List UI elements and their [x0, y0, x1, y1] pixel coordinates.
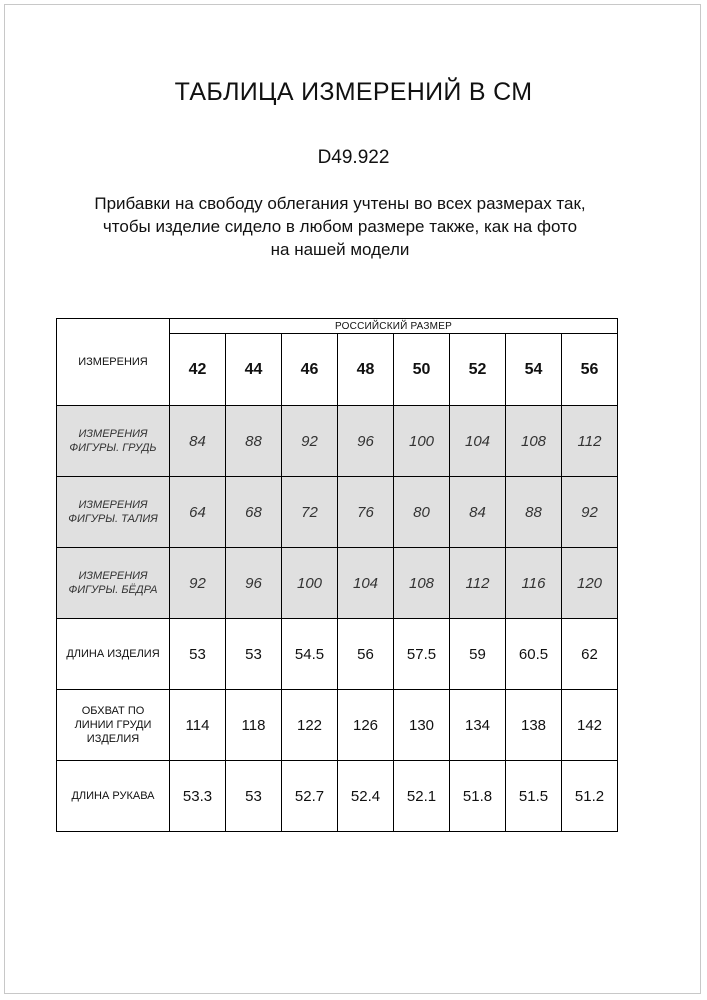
- measurement-cell: 134: [450, 690, 506, 761]
- measurement-cell: 54.5: [282, 619, 338, 690]
- measurement-cell: 80: [394, 477, 450, 548]
- row-label: [57, 690, 170, 761]
- row-label-line: ИЗМЕРЕНИЯ: [78, 499, 148, 511]
- measurement-cell: 51.8: [450, 761, 506, 832]
- row-label-line: ИЗДЕЛИЯ: [86, 733, 140, 745]
- measurement-cell: 112: [450, 548, 506, 619]
- measurement-cell: 96: [338, 406, 394, 477]
- row-label-line: ФИГУРЫ. БЁДРА: [68, 584, 158, 596]
- fit-note: [40, 192, 640, 261]
- table-row: [57, 690, 618, 761]
- size-header: 54: [506, 334, 562, 406]
- measurement-cell: 84: [170, 406, 226, 477]
- measurement-cell: 112: [562, 406, 618, 477]
- measurement-cell: 59: [450, 619, 506, 690]
- size-header: 42: [170, 334, 226, 406]
- measurement-cell: 108: [394, 548, 450, 619]
- fit-note-line: чтобы изделие сидело в любом размере также, как на фото: [102, 217, 578, 236]
- measurement-cell: 60.5: [506, 619, 562, 690]
- table-row: [57, 761, 618, 832]
- size-header: 48: [338, 334, 394, 406]
- measurement-cell: 72: [282, 477, 338, 548]
- measurement-cell: 53: [226, 619, 282, 690]
- measurement-cell: 92: [170, 548, 226, 619]
- measurement-cell: 100: [394, 406, 450, 477]
- measurement-cell: 88: [226, 406, 282, 477]
- measurement-cell: 104: [450, 406, 506, 477]
- measurement-cell: 138: [506, 690, 562, 761]
- measurement-cell: 53.3: [170, 761, 226, 832]
- measurement-cell: 122: [282, 690, 338, 761]
- page-title: ТАБЛИЦА ИЗМЕРЕНИЙ В СМ: [174, 78, 533, 106]
- measurement-cell: 52.1: [394, 761, 450, 832]
- measurement-cell: 116: [506, 548, 562, 619]
- measurement-cell: 96: [226, 548, 282, 619]
- measurement-cell: 142: [562, 690, 618, 761]
- row-label: [57, 761, 170, 832]
- measurement-cell: 76: [338, 477, 394, 548]
- measurement-cell: 92: [562, 477, 618, 548]
- row-label: [57, 619, 170, 690]
- measurement-cell: 114: [170, 690, 226, 761]
- measurements-header: ИЗМЕРЕНИЯ: [57, 319, 170, 406]
- measurement-cell: 53: [170, 619, 226, 690]
- size-header: 56: [562, 334, 618, 406]
- measurement-cell: 68: [226, 477, 282, 548]
- measurement-cell: 126: [338, 690, 394, 761]
- size-header: 50: [394, 334, 450, 406]
- row-label-line: ИЗМЕРЕНИЯ: [78, 570, 148, 582]
- measurement-cell: 104: [338, 548, 394, 619]
- row-label-line: ДЛИНА РУКАВА: [71, 790, 155, 802]
- row-label-line: ИЗМЕРЕНИЯ: [78, 428, 148, 440]
- row-label-line: ОБХВАТ ПО: [81, 705, 145, 717]
- row-label-line: ФИГУРЫ. ТАЛИЯ: [68, 513, 158, 525]
- row-label-line: ДЛИНА ИЗДЕЛИЯ: [66, 648, 160, 660]
- size-table-body: [57, 406, 618, 832]
- table-row: [57, 548, 618, 619]
- product-code: D49.922: [317, 147, 390, 168]
- measurement-cell: 120: [562, 548, 618, 619]
- row-label: [57, 406, 170, 477]
- measurement-cell: 52.4: [338, 761, 394, 832]
- row-label: [57, 548, 170, 619]
- russian-size-header: РОССИЙСКИЙ РАЗМЕР: [170, 319, 618, 334]
- size-header: 46: [282, 334, 338, 406]
- measurement-cell: 57.5: [394, 619, 450, 690]
- row-label: [57, 477, 170, 548]
- measurement-cell: 130: [394, 690, 450, 761]
- measurement-cell: 108: [506, 406, 562, 477]
- measurement-cell: 53: [226, 761, 282, 832]
- table-row: [57, 619, 618, 690]
- measurement-cell: 100: [282, 548, 338, 619]
- measurement-cell: 52.7: [282, 761, 338, 832]
- table-row: [57, 477, 618, 548]
- measurement-cell: 92: [282, 406, 338, 477]
- size-header: 44: [226, 334, 282, 406]
- measurement-cell: 51.2: [562, 761, 618, 832]
- measurement-cell: 64: [170, 477, 226, 548]
- row-label-line: ЛИНИИ ГРУДИ: [74, 719, 152, 731]
- size-table: [56, 318, 618, 832]
- row-label-line: ФИГУРЫ. ГРУДЬ: [69, 442, 157, 454]
- fit-note-line: на нашей модели: [270, 240, 410, 259]
- measurement-cell: 118: [226, 690, 282, 761]
- measurement-cell: 84: [450, 477, 506, 548]
- fit-note-line: Прибавки на свободу облегания учтены во всех размерах так,: [94, 194, 586, 213]
- measurement-cell: 62: [562, 619, 618, 690]
- measurement-cell: 56: [338, 619, 394, 690]
- measurement-cell: 88: [506, 477, 562, 548]
- measurement-cell: 51.5: [506, 761, 562, 832]
- table-row: [57, 406, 618, 477]
- size-header: 52: [450, 334, 506, 406]
